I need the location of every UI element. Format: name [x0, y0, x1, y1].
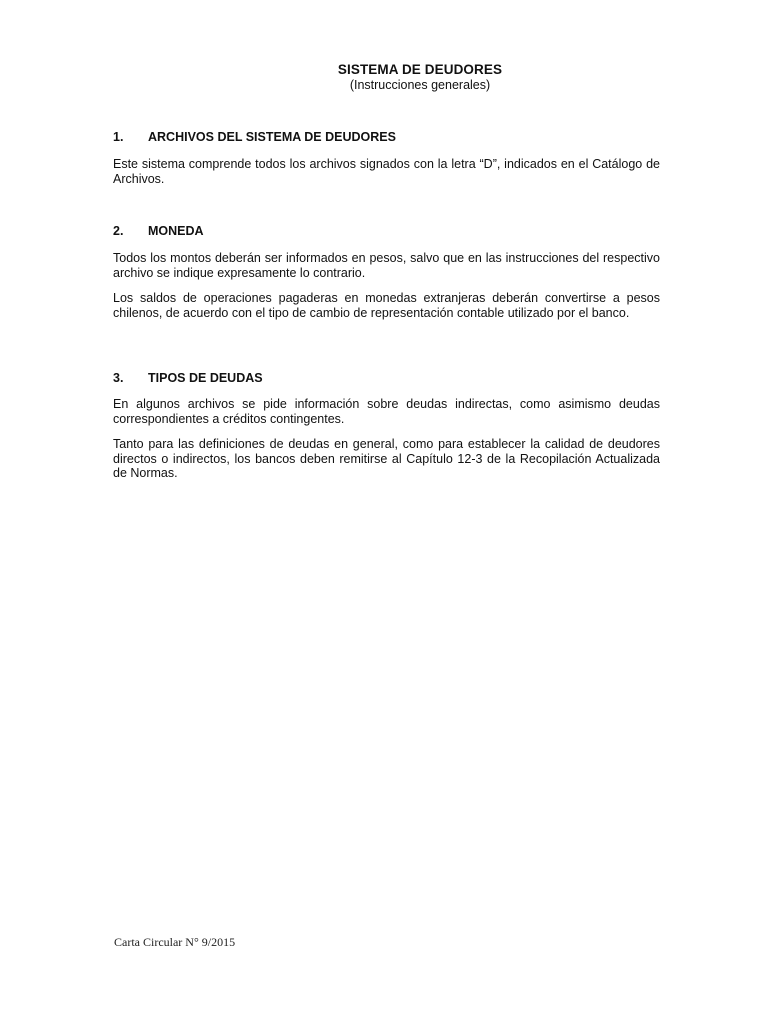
- section-3-paragraph-2: Tanto para las definiciones de deudas en general, como para establecer la calidad de deudores directos o indirectos, los bancos deben remitirse al Capítulo 12-3 de la Recopilación Actualizada de Normas.: [113, 437, 660, 480]
- section-2-paragraph-2: Los saldos de operaciones pagaderas en monedas extranjeras deberán convertirse a pesos chilenos, de acuerdo con el tipo de cambio de representación contable utilizado por el banco.: [113, 291, 660, 320]
- section-3-paragraph-1: En algunos archivos se pide información sobre deudas indirectas, como asimismo deudas correspondientes a créditos contingentes.: [113, 397, 660, 426]
- document-subtitle: (Instrucciones generales): [349, 78, 491, 92]
- section-number: 3.: [113, 371, 124, 385]
- section-title: TIPOS DE DEUDAS: [148, 371, 263, 385]
- section-2-heading: [113, 224, 204, 238]
- section-title: ARCHIVOS DEL SISTEMA DE DEUDORES: [148, 130, 396, 144]
- document-title: SISTEMA DE DEUDORES: [337, 62, 503, 77]
- section-number: 2.: [113, 224, 124, 238]
- footer-reference: Carta Circular N° 9/2015: [114, 935, 236, 949]
- section-number: 1.: [113, 130, 124, 144]
- section-3-heading: [113, 371, 263, 385]
- section-1-heading: [113, 130, 396, 144]
- section-1-paragraph-1: Este sistema comprende todos los archivos signados con la letra “D”, indicados en el Catálogo de Archivos.: [113, 157, 660, 186]
- section-2-paragraph-1: Todos los montos deberán ser informados en pesos, salvo que en las instrucciones del respectivo archivo se indique expresamente lo contrario.: [113, 251, 660, 280]
- section-title: MONEDA: [148, 224, 204, 238]
